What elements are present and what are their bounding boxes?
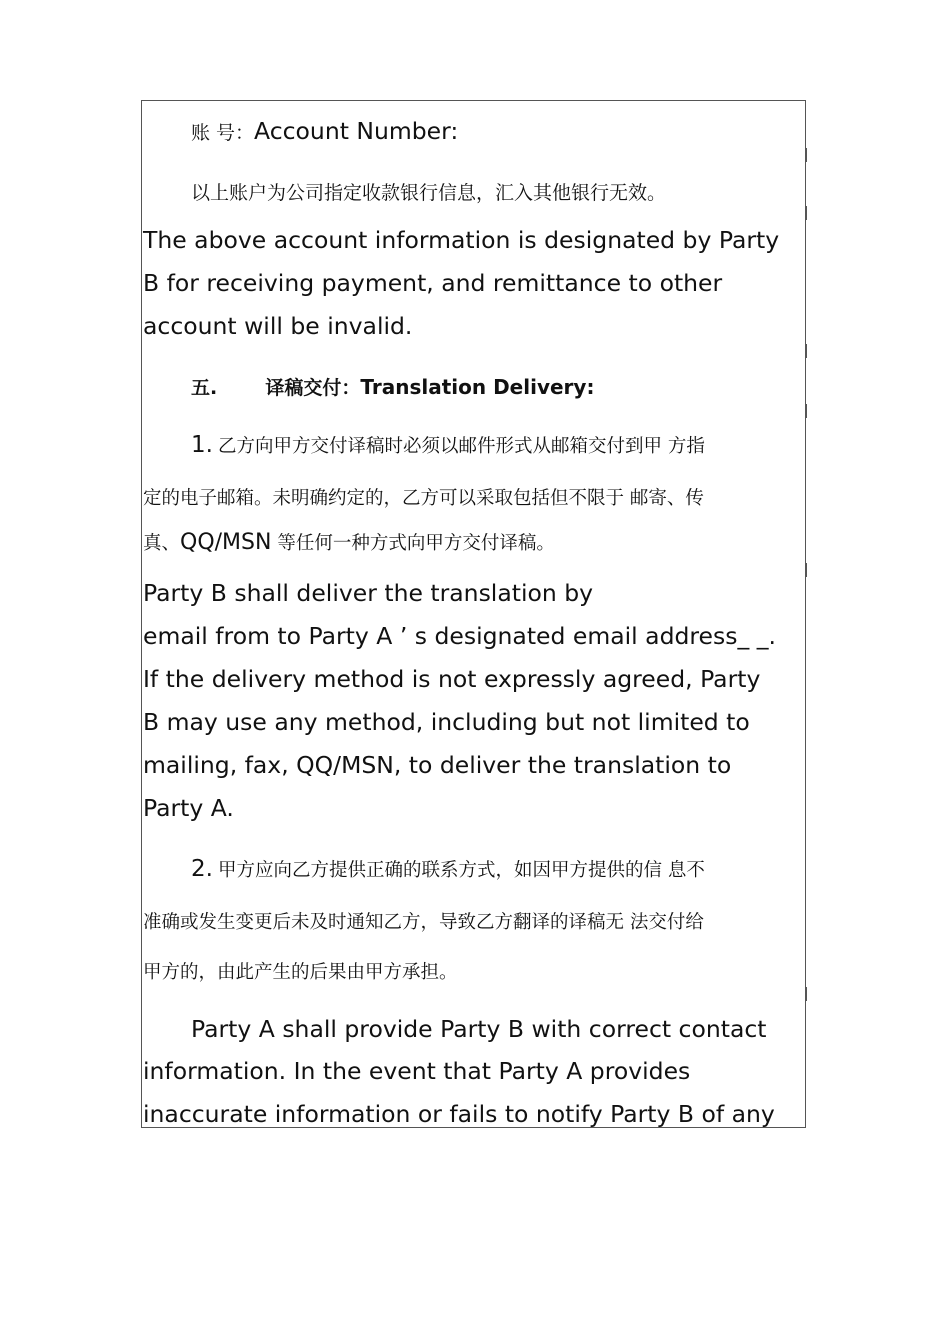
- item1-cn-text: 乙方向甲方交付译稿时必须以邮件形式从邮箱交付到甲 方指: [218, 436, 705, 457]
- item1-cn-qq: QQ/MSN: [180, 530, 272, 555]
- frame-tick: [141, 344, 142, 358]
- notice-en-line: account will be invalid.: [143, 312, 413, 340]
- account-label-cn: 账 号：: [191, 122, 255, 144]
- item1-en-line: B may use any method, including but not limited to: [143, 708, 750, 736]
- item1-en-line: Party A.: [143, 794, 234, 822]
- frame-tick: [141, 206, 142, 220]
- item1-cn-text: 等任何一种方式向甲方交付译稿。: [271, 533, 555, 554]
- item1-cn-line: [191, 432, 705, 458]
- account-number-line: [191, 117, 458, 145]
- section-title-cn: 译稿交付：: [265, 377, 361, 399]
- frame-tick: [141, 563, 142, 577]
- item1-cn-line: [143, 529, 555, 555]
- item2-cn-line: [191, 856, 705, 882]
- item2-en-line: information. In the event that Party A provides: [143, 1057, 691, 1085]
- item2-cn-line: 准确或发生变更后未及时通知乙方，导致乙方翻译的译稿无 法交付给: [143, 912, 704, 933]
- section-number: 五.: [191, 377, 218, 399]
- notice-cn: 以上账户为公司指定收款银行信息，汇入其他银行无效。: [191, 182, 667, 204]
- item1-en-line: mailing, fax, QQ/MSN, to deliver the translation to: [143, 751, 732, 779]
- frame-tick: [806, 206, 807, 220]
- item1-cn-text: 真、: [143, 533, 181, 554]
- frame-tick: [141, 404, 142, 418]
- frame-tick: [806, 987, 807, 1001]
- frame-tick: [806, 344, 807, 358]
- item1-en-line: If the delivery method is not expressly agreed, Party: [143, 665, 761, 693]
- frame-tick: [806, 148, 807, 162]
- item1-en-line: email from to Party A ’ s designated email address_ _.: [143, 622, 776, 650]
- item1-number: 1.: [191, 432, 213, 458]
- notice-en-line: The above account information is designated by Party: [143, 226, 780, 254]
- item2-cn-line: 甲方的，由此产生的后果由甲方承担。: [143, 962, 458, 983]
- frame-tick: [141, 987, 142, 1001]
- section-heading: [191, 373, 594, 400]
- item1-cn-line: 定的电子邮箱。未明确约定的，乙方可以采取包括但不限于 邮寄、传: [143, 488, 704, 509]
- account-label-en: Account Number:: [254, 117, 459, 145]
- notice-en-line: B for receiving payment, and remittance to other: [143, 269, 723, 297]
- frame-tick: [806, 563, 807, 577]
- item2-number: 2.: [191, 856, 213, 882]
- item2-en-line: Party A shall provide Party B with correct contact: [191, 1015, 767, 1043]
- section-title-en: Translation Delivery:: [360, 375, 595, 399]
- frame-tick: [141, 148, 142, 162]
- item1-en-line: Party B shall deliver the translation by: [143, 579, 594, 607]
- item2-cn-text: 甲方应向乙方提供正确的联系方式，如因甲方提供的信 息不: [218, 860, 705, 881]
- item2-en-line: inaccurate information or fails to notify Party B of any: [143, 1100, 775, 1128]
- frame-tick: [806, 404, 807, 418]
